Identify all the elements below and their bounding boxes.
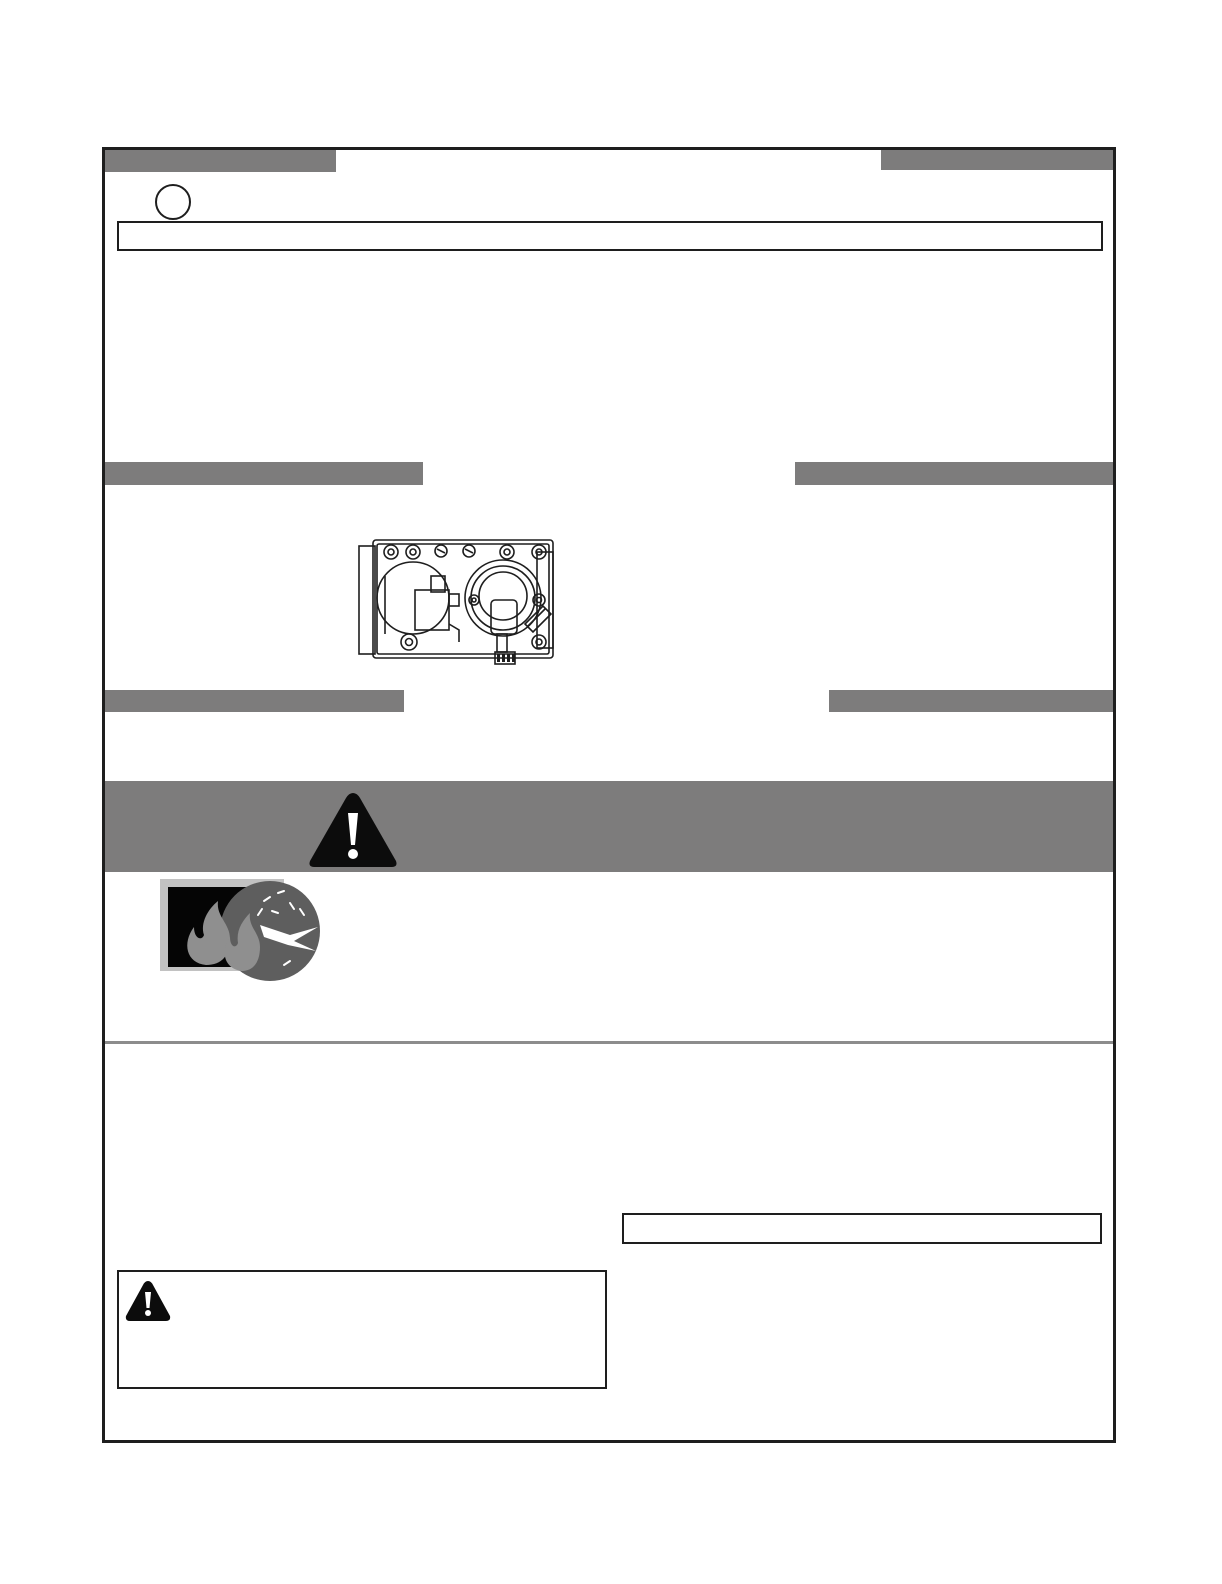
fire-explosion-icon	[160, 879, 325, 981]
document-frame	[102, 147, 1116, 1443]
section-header-bar-left	[105, 150, 336, 172]
section-header-bar-left-2	[105, 462, 423, 485]
section-header-bar-left-3	[105, 690, 404, 712]
section-header-bar-right-3	[829, 690, 1113, 712]
section-divider	[105, 1041, 1113, 1044]
section-header-bar-right	[881, 150, 1113, 170]
warning-triangle-icon	[308, 791, 398, 869]
circle-marker-icon	[155, 184, 191, 220]
section-header-bar-right-2	[795, 462, 1113, 485]
right-text-box	[622, 1213, 1102, 1244]
small-warning-box	[117, 1270, 607, 1389]
step-text-box	[117, 221, 1103, 251]
gas-valve-diagram-icon	[357, 538, 557, 674]
small-warning-triangle-icon	[125, 1280, 171, 1322]
warning-band	[105, 781, 1113, 872]
